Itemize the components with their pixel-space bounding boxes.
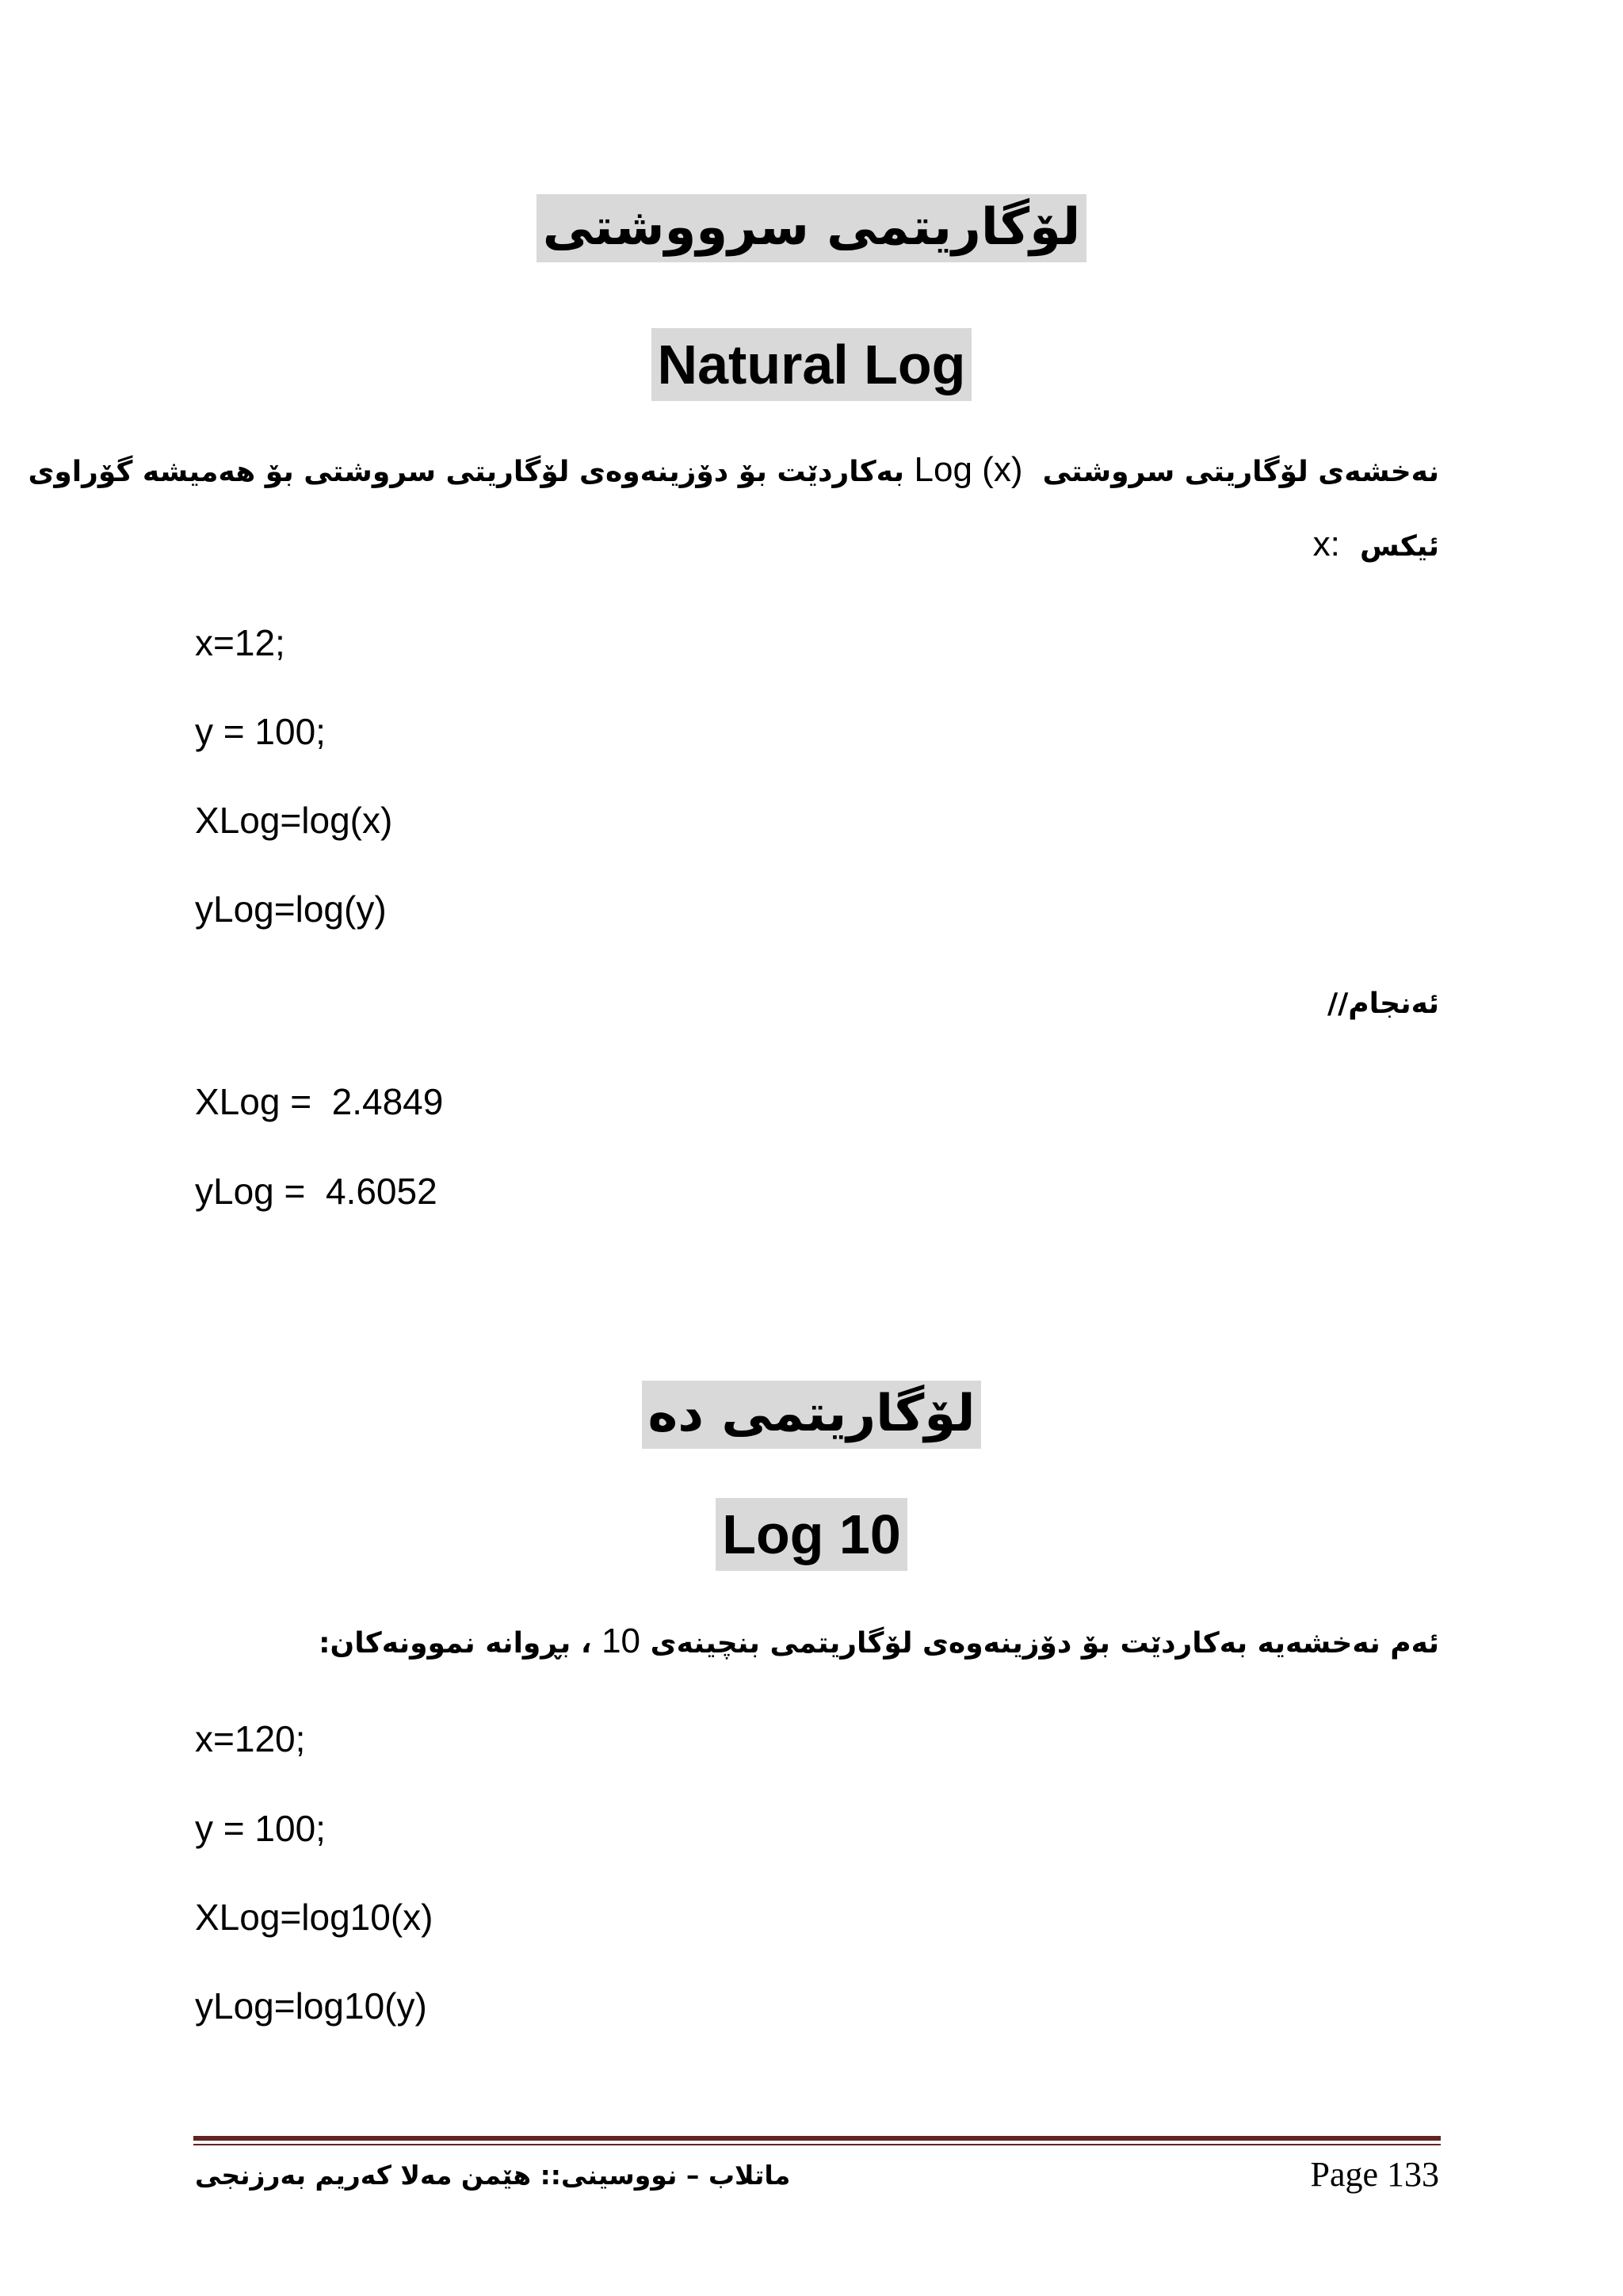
section2-code-line: XLog=log10(x) <box>195 1897 433 1938</box>
section1-title-en: Natural Log <box>651 328 972 401</box>
section1-description-line1 <box>28 450 1439 490</box>
footer-divider-thick <box>193 2136 1441 2141</box>
section1-title-ku-row <box>0 194 1623 262</box>
footer-author: ماتلاب – نووسینی:: هێمن مەلا کەریم بەرزنجی <box>195 2160 791 2191</box>
section1-code-line: yLog=log(y) <box>195 888 387 930</box>
section2-description <box>319 1622 1439 1661</box>
section1-title-ku: لۆگاریتمی سرووشتی <box>537 194 1086 262</box>
section2-code-line: x=120; <box>195 1718 306 1759</box>
section1-description-line2 <box>1313 525 1439 564</box>
section2-desc-text-a: ئەم نەخشەیە بەکاردێت بۆ دۆزینەوەی لۆگاریتمی بنچینەی <box>650 1627 1439 1660</box>
section1-result-label: ئەنجام// <box>1327 988 1439 1020</box>
section1-desc-line2-text: ئیکس <box>1359 530 1439 563</box>
footer-page-number: Page 133 <box>1310 2155 1439 2194</box>
section1-desc-text-a: نەخشەی لۆگاریتی سروشتی <box>1042 456 1439 488</box>
section2-desc-number: 10 <box>601 1622 641 1660</box>
section1-desc-code: Log (x) <box>914 450 1023 489</box>
section1-code-line: x=12; <box>195 622 285 663</box>
section1-code-line: y = 100; <box>195 711 326 752</box>
section1-title-en-row <box>0 328 1623 401</box>
section2-title-en-row <box>0 1498 1623 1571</box>
section2-code-line: yLog=log10(y) <box>195 1985 427 2027</box>
section2-code-line: y = 100; <box>195 1808 326 1849</box>
section2-title-ku-row <box>0 1381 1623 1449</box>
section1-result-line: XLog = 2.4849 <box>195 1081 444 1122</box>
section2-title-ku: لۆگاریتمی دە <box>642 1381 982 1449</box>
section2-desc-text-b: ، بڕوانە نموونەکان: <box>319 1627 592 1660</box>
footer-divider-thin <box>193 2144 1441 2145</box>
section2-title-en: Log 10 <box>716 1498 907 1571</box>
section1-code-line: XLog=log(x) <box>195 800 393 841</box>
section1-desc-text-b: بەکاردێت بۆ دۆزینەوەی لۆگاریتی سروشتی بۆ هەمیشە گۆراوی <box>28 456 904 488</box>
section1-desc-line2-code: x: <box>1312 525 1340 563</box>
section1-result-line: yLog = 4.6052 <box>195 1171 437 1212</box>
